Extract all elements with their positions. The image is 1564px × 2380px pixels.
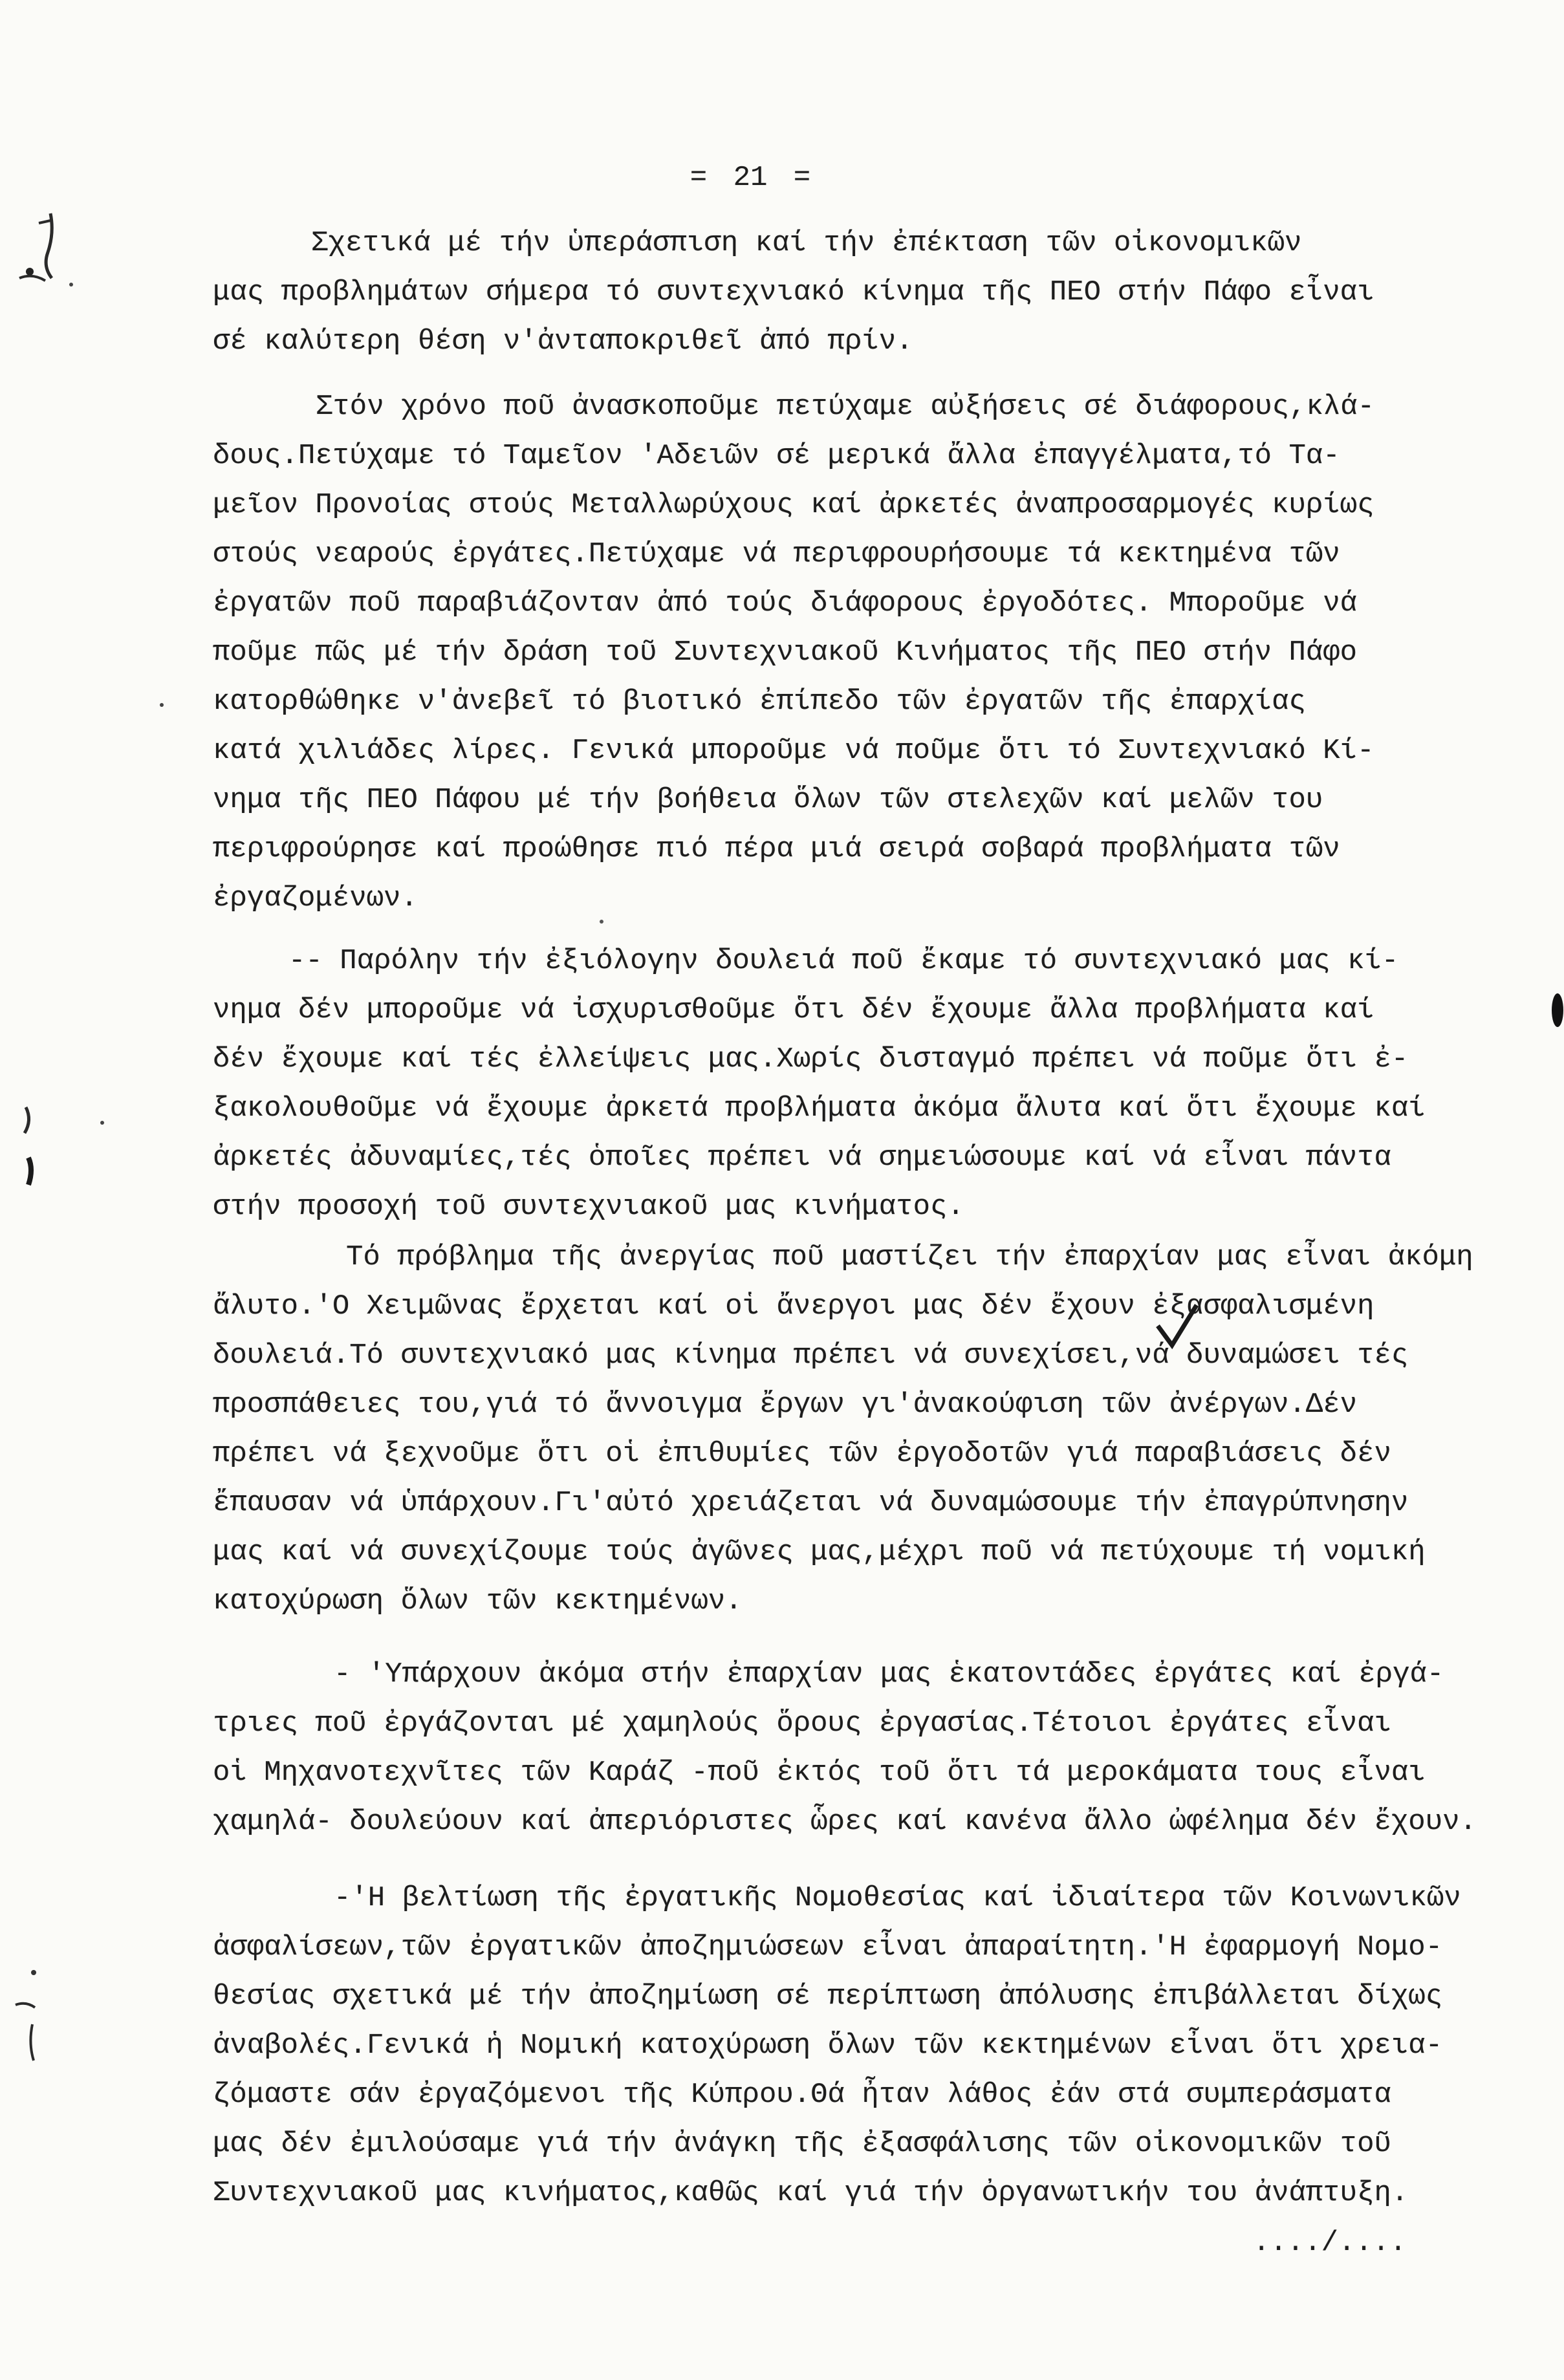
- text-line: τριες ποῦ ἐργάζονται μέ χαμηλούς ὅρους ἐργασίας.Τέτοιοι ἐργάτες εἶναι: [213, 1707, 1391, 1740]
- text-line: -- Παρόλην τήν ἐξιόλογην δουλειά ποῦ ἔκαμε τό συντεχνιακό μας κί-: [288, 945, 1399, 977]
- text-line: σέ καλύτερη θέση ν'ἀνταποκριθεῖ ἀπό πρίν.: [213, 325, 913, 358]
- text-line: ξακολουθοῦμε νά ἔχουμε ἀρκετά προβλήματα ἀκόμα ἄλυτα καί ὅτι ἔχουμε καί: [213, 1092, 1426, 1125]
- text-line: Στόν χρόνο ποῦ ἀνασκοποῦμε πετύχαμε αὐξήσεις σέ διάφορους,κλά-: [316, 391, 1375, 423]
- text-line: προσπάθειες του,γιά τό ἄννοιγμα ἔργων γι'ἀνακούφιση τῶν ἀνέργων.Δέν: [213, 1389, 1358, 1421]
- text-line: Τό πρόβλημα τῆς ἀνεργίας ποῦ μαστίζει τήν ἐπαρχίαν μας εἶναι ἀκόμη: [346, 1241, 1473, 1273]
- text-line: μας προβλημάτων σήμερα τό συντεχνιακό κίνημα τῆς ΠΕΟ στήν Πάφο εἶναι: [213, 276, 1374, 308]
- text-line: χαμηλά- δουλεύουν καί ἀπεριόριστες ὧρες καί κανένα ἄλλο ὠφέλημα δέν ἔχουν.: [213, 1806, 1477, 1838]
- margin-mark: [28, 1158, 31, 1185]
- scan-speck: [160, 703, 164, 707]
- margin-mark: [30, 2024, 34, 2061]
- page-number: = 21 =: [690, 162, 811, 194]
- text-line: ποῦμε πῶς μέ τήν δράση τοῦ Συντεχνιακοῦ Κινήματος τῆς ΠΕΟ στήν Πάφο: [213, 636, 1358, 669]
- paragraph-legislation: [213, 1874, 1545, 2218]
- scan-speck: [1552, 993, 1563, 1027]
- paragraph-economic-problems: [213, 219, 1545, 366]
- text-line: - 'Υπάρχουν ἀκόμα στήν ἐπαρχίαν μας ἑκατοντάδες ἐργάτες καί ἐργά-: [334, 1658, 1444, 1691]
- text-line: ἄλυτο.'Ο Χειμῶνας ἔρχεται καί οἱ ἄνεργοι μας δέν ἔχουν ἐξασφαλισμένη: [213, 1290, 1374, 1323]
- text-line: νημα τῆς ΠΕΟ Πάφου μέ τήν βοήθεια ὅλων τῶν στελεχῶν καί μελῶν του: [213, 784, 1323, 816]
- text-line: μας καί νά συνεχίζουμε τούς ἀγῶνες μας,μέχρι ποῦ νά πετύχουμε τή νομική: [213, 1536, 1426, 1568]
- text-line: -'Η βελτίωση τῆς ἐργατικῆς Νομοθεσίας καί ἰδιαίτερα τῶν Κοινωνικῶν: [334, 1882, 1461, 1914]
- text-line: μεῖον Προνοίας στούς Μεταλλωρύχους καί ἀρκετές ἀναπροσαρμογές κυρίως: [213, 489, 1374, 521]
- paragraph-low-wage-workers: [213, 1650, 1545, 1846]
- text-line: κατοχύρωση ὅλων τῶν κεκτημένων.: [213, 1585, 743, 1617]
- scan-speck: [26, 268, 34, 276]
- text-line: κατορθώθηκε ν'ἀνεβεῖ τό βιοτικό ἐπίπεδο τῶν ἐργατῶν τῆς ἐπαρχίας: [213, 686, 1306, 718]
- text-line: νημα δέν μποροῦμε νά ἰσχυρισθοῦμε ὅτι δέν ἔχουμε ἄλλα προβλήματα καί: [213, 994, 1374, 1026]
- margin-mark: [16, 2004, 35, 2007]
- continuation-marker: ..../....: [1253, 2227, 1407, 2259]
- paragraph-achievements: [213, 382, 1545, 923]
- text-line: περιφρούρησε καί προώθησε πιό πέρα μιά σειρά σοβαρά προβλήματα τῶν: [213, 833, 1340, 865]
- scan-speck: [69, 283, 73, 287]
- text-line: ζόμαστε σάν ἐργαζόμενοι τῆς Κύπρου.Θά ἦταν λάθος ἐάν στά συμπεράσματα: [213, 2079, 1391, 2111]
- text-line: θεσίας σχετικά μέ τήν ἀποζημίωση σέ περίπτωση ἀπόλυσης ἐπιβάλλεται δίχως: [213, 1980, 1443, 2013]
- text-line: πρέπει νά ξεχνοῦμε ὅτι οἱ ἐπιθυμίες τῶν ἐργοδοτῶν γιά παραβιάσεις δέν: [213, 1438, 1391, 1470]
- text-line: κατά χιλιάδες λίρες. Γενικά μποροῦμε νά ποῦμε ὅτι τό Συντεχνιακό Κί-: [213, 735, 1374, 767]
- paragraph-weaknesses: [213, 936, 1545, 1231]
- text-line: ἀρκετές ἀδυναμίες,τές ὁποῖες πρέπει νά σημειώσουμε καί νά εἶναι πάντα: [213, 1141, 1391, 1174]
- text-line: ἔπαυσαν νά ὑπάρχουν.Γι'αὐτό χρειάζεται νά δυναμώσουμε τήν ἐπαγρύπνησην: [213, 1487, 1409, 1519]
- text-line: δέν ἔχουμε καί τές ἐλλείψεις μας.Χωρίς δισταγμό πρέπει νά ποῦμε ὅτι ἐ-: [213, 1043, 1409, 1076]
- text-line: ἐργαζομένων.: [213, 882, 418, 914]
- text-line: ἐργατῶν ποῦ παραβιάζονταν ἀπό τούς διάφορους ἐργοδότες. Μποροῦμε νά: [213, 587, 1358, 620]
- text-line: ἀσφαλίσεων,τῶν ἐργατικῶν ἀποζημιώσεων εἶναι ἀπαραίτητη.'Η ἐφαρμογή Νομο-: [213, 1931, 1443, 1964]
- text-line: Συντεχνιακοῦ μας κινήματος,καθῶς καί γιά τήν ὀργανωτικήν του ἀνάπτυξη.: [213, 2177, 1409, 2209]
- text-line: στήν προσοχή τοῦ συντεχνιακοῦ μας κινήματος.: [213, 1191, 964, 1223]
- text-line: δουλειά.Τό συντεχνιακό μας κίνημα πρέπει νά συνεχίσει,νά δυναμώσει τές: [213, 1339, 1409, 1372]
- margin-mark: [39, 221, 50, 223]
- margin-mark: [46, 213, 52, 278]
- text-line: Σχετικά μέ τήν ὑπεράσπιση καί τήν ἐπέκταση τῶν οἰκονομικῶν: [311, 227, 1302, 259]
- text-line: ἀναβολές.Γενικά ἡ Νομική κατοχύρωση ὅλων τῶν κεκτημένων εἶναι ὅτι χρεια-: [213, 2029, 1443, 2062]
- text-line: στούς νεαρούς ἐργάτες.Πετύχαμε νά περιφρουρήσουμε τά κεκτημένα τῶν: [213, 538, 1340, 570]
- margin-mark: [19, 276, 45, 281]
- scan-speck: [100, 1121, 104, 1125]
- scan-speck: [31, 1970, 36, 1975]
- margin-mark: [25, 1107, 29, 1133]
- text-line: δους.Πετύχαμε τό Ταμεῖον 'Αδειῶν σέ μερικά ἄλλα ἐπαγγέλματα,τό Τα-: [213, 440, 1340, 472]
- paragraph-unemployment: [213, 1233, 1545, 1626]
- text-line: μας δέν ἐμιλούσαμε γιά τήν ἀνάγκη τῆς ἐξασφάλισης τῶν οἰκονομικῶν τοῦ: [213, 2128, 1391, 2160]
- text-line: οἱ Μηχανοτεχνῖτες τῶν Καράζ -ποῦ ἐκτός τοῦ ὅτι τά μεροκάματα τους εἶναι: [213, 1757, 1426, 1789]
